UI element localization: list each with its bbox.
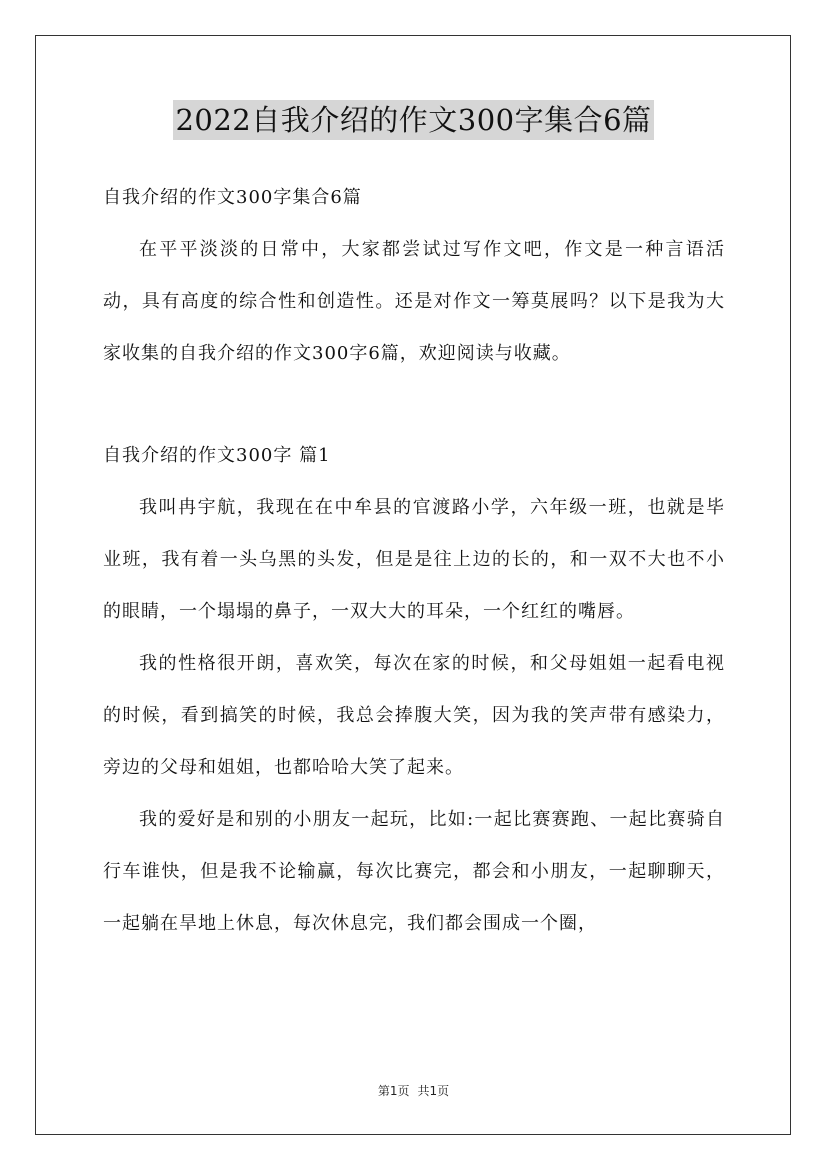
document-title: 2022自我介绍的作文300字集合6篇 bbox=[173, 100, 653, 140]
document-body bbox=[103, 172, 725, 950]
section-heading: 自我介绍的作文300字 篇1 bbox=[103, 445, 331, 466]
body-paragraph-1: 我叫冉宇航，我现在在中牟县的官渡路小学，六年级一班，也就是毕业班，我有着一头乌黑的头发，但是是往上边的长的，和一双不大也不小的眼睛，一个塌塌的鼻子，一双大大的耳朵，一个红红的嘴唇。 bbox=[103, 497, 725, 622]
body-paragraph-3: 我的爱好是和别的小朋友一起玩，比如:一起比赛赛跑、一起比赛骑自行车谁快，但是我不论输赢，每次比赛完，都会和小朋友，一起聊聊天，一起躺在旱地上休息，每次休息完，我们都会围成一个圈， bbox=[103, 809, 725, 934]
intro-paragraph: 在平平淡淡的日常中，大家都尝试过写作文吧，作文是一种言语活动，具有高度的综合性和创造性。还是对作文一筹莫展吗？以下是我为大家收集的自我介绍的作文300字6篇，欢迎阅读与收藏。 bbox=[103, 239, 725, 364]
section-spacer bbox=[103, 380, 725, 430]
page-number-total: 共1页 bbox=[417, 1084, 450, 1098]
body-paragraph-2: 我的性格很开朗，喜欢笑，每次在家的时候，和父母姐姐一起看电视的时候，看到搞笑的时候，我总会捧腹大笑，因为我的笑声带有感染力，旁边的父母和姐姐，也都哈哈大笑了起来。 bbox=[103, 653, 725, 778]
document-subtitle: 自我介绍的作文300字集合6篇 bbox=[103, 187, 362, 208]
page-number-current: 第1页 bbox=[377, 1084, 410, 1098]
page-footer bbox=[0, 1083, 827, 1099]
document-title-container bbox=[0, 100, 827, 140]
